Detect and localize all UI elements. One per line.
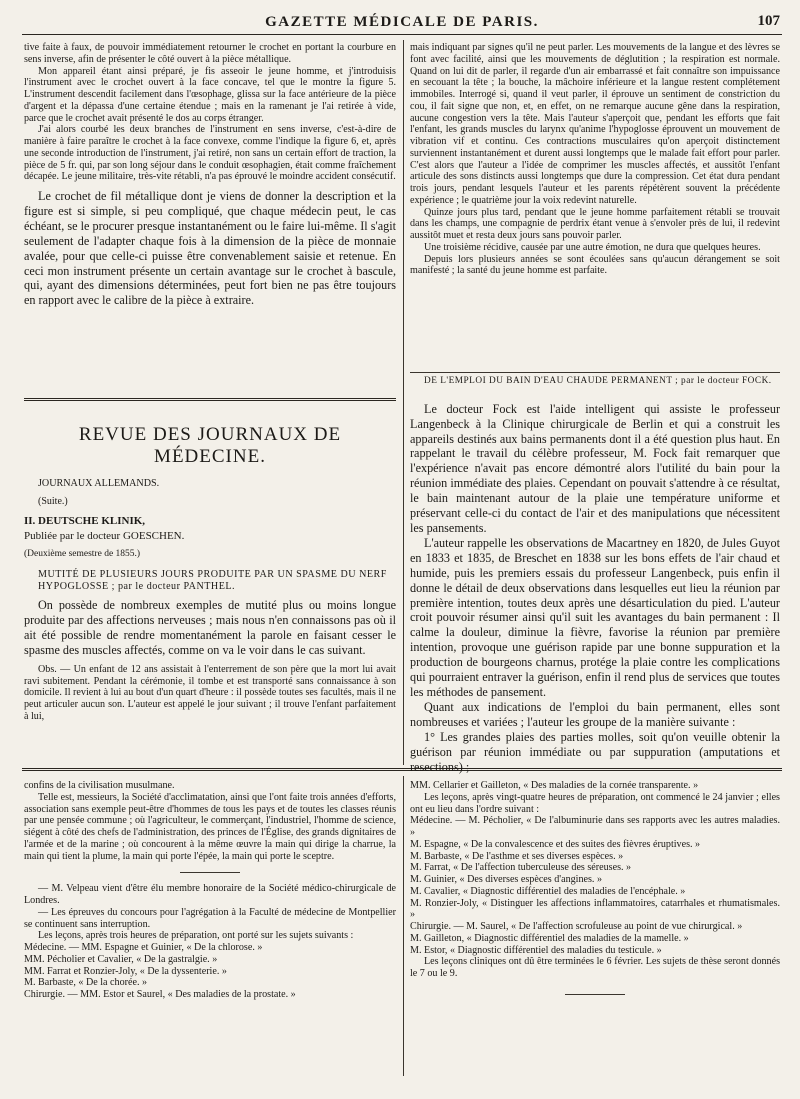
list-item: M. Ronzier-Joly, « Distinguer les affections inflammatoires, catarrhales et rhumatismales. » xyxy=(410,897,780,921)
paragraph: Le docteur Fock est l'aide intelligent qui assiste le professeur Langenbeck à la Clinique chirurgicale de Berlin et qui a construit les appareils destinés aux bains permanents dont il a été question plus haut. En rappelant le travail du célèbre professeur, M. Fock fait remarquer que l'expérience n'avait pas encore démontré alors l'utilité du bain pour la réunion immédiate des plaies. Cependant on pouvait s'attendre à ce résultat, le bain maintenant autour de la plaie une température uniforme et préservant celle-ci du contact de l'air et des manipulations que nécessitent les pansements. xyxy=(410,401,780,535)
list-item: Médecine. — M. Pécholier, « De l'albuminurie dans ses rapports avec les autres maladies. » xyxy=(410,815,780,838)
paragraph: On possède de nombreux exemples de mutité plus ou moins longue produite par des affections nerveuses ; mais nous n'en connaissons pas où il ait été possible de rendre momentanément la parole en faisant cesser le spasme des muscles affectés, comme on va le voir dans le cas suivant. xyxy=(24,598,396,657)
column-divider-bottom xyxy=(403,776,404,1076)
journal-title: GAZETTE MÉDICALE DE PARIS. xyxy=(265,14,539,30)
section-title: REVUE DES JOURNAUX DE MÉDECINE. xyxy=(78,424,342,467)
list-item: MM. Cellarier et Gailleton, « Des maladies de la cornée transparente. » xyxy=(410,780,699,791)
separator-dash xyxy=(180,872,240,873)
section-subtitle: JOURNAUX ALLEMANDS. xyxy=(38,478,160,489)
page-number: 107 xyxy=(757,13,780,29)
paragraph: Quant aux indications de l'emploi du bain permanent, elles sont nombreuses et variées ; l'auteur les groupe de la manière suivante : xyxy=(410,699,780,729)
fock-article xyxy=(410,376,780,774)
list-item: M. Cavalier, « Diagnostic différentiel des maladies de l'encéphale. » xyxy=(410,885,686,897)
list-item: M. Guinier, « Des diverses espèces d'angines. » xyxy=(410,874,603,885)
paragraph: Depuis lors plusieurs années se sont écoulées sans qu'aucun dérangement se soit manifesté ; la santé du jeune homme est parfaite. xyxy=(410,253,780,277)
paragraph: Les leçons, après vingt-quatre heures de préparation, ont commencé le 24 janvier ; elles ont eu lieu dans l'ordre suivant : xyxy=(410,791,780,815)
end-dash xyxy=(565,994,625,995)
news-item: — Les épreuves du concours pour l'agrégation à la Faculté de médecine de Montpellier se continuent sans interruption. xyxy=(24,906,396,930)
paragraph: Une troisième récidive, causée par une autre émotion, ne dura que quelques heures. xyxy=(424,241,761,253)
fock-rule xyxy=(410,372,780,373)
column-divider xyxy=(403,40,404,765)
news-item: Les leçons, après trois heures de préparation, ont porté sur les sujets suivants : xyxy=(38,930,354,942)
paragraph: Quinze jours plus tard, pendant que le jeune homme parfaitement rétabli se trouvait dans les champs, une compagnie de perdrix étant venue à s'envoler près de lui, il redevint aussitôt muet et resta deux jours sans pouvoir parler. xyxy=(410,206,780,241)
news-item: — M. Velpeau vient d'être élu membre honoraire de la Société médico-chirurgicale de Londres. xyxy=(24,883,396,906)
list-item: Médecine. — MM. Espagne et Guinier, « De la chlorose. » xyxy=(24,942,263,953)
article-title: MUTITÉ DE PLUSIEURS JOURS PRODUITE PAR UN SPASME DU NERF xyxy=(38,568,387,580)
list-item: M. Farrat, « De l'affection tuberculeuse des séreuses. » xyxy=(410,862,632,874)
article-title-cont: HYPOGLOSSE ; par le docteur PANTHEL. xyxy=(38,580,236,592)
list-item: M. Estor, « Diagnostic différentiel des maladies du testicule. » xyxy=(410,944,662,956)
list-item: MM. Farrat et Ronzier-Joly, « De la dyssenterie. » xyxy=(24,965,227,977)
list-item: M. Gailleton, « Diagnostic différentiel des maladies de la mamelle. » xyxy=(410,932,689,944)
list-item: Chirurgie. — MM. Estor et Saurel, « Des maladies de la prostate. » xyxy=(24,989,296,1000)
revue-top-rule xyxy=(24,398,396,401)
left-top-column xyxy=(24,42,396,390)
paragraph: 1° Les grandes plaies des parties molles, soit qu'on veuille obtenir la guérison par réunion immédiate ou par suppuration (amputations et resections) ; xyxy=(410,729,780,774)
list-item: M. Barbaste, « De l'asthme et ses diverses espèces. » xyxy=(410,850,624,862)
paragraph: tive faite à faux, de pouvoir immédiatement retourner le crochet en portant la courbure en sens inverse, afin de présenter le côté ouvert à la pièce métallique. xyxy=(24,42,396,65)
semester-line: (Deuxième semestre de 1855.) xyxy=(24,549,141,559)
bottom-left-column xyxy=(24,780,396,1080)
paragraph: Les leçons cliniques ont dû être terminées le 6 février. Les sujets de thèse seront donnés le 7 ou le 9. xyxy=(410,956,780,979)
journal-name: II. DEUTSCHE KLINIK, xyxy=(24,514,146,527)
list-item: M. Barbaste, « De la chorée. » xyxy=(24,977,148,989)
editor-line: Publiée par le docteur GOESCHEN. xyxy=(24,530,185,543)
paragraph: Mon appareil étant ainsi préparé, je fis asseoir le jeune homme, et j'introduisis l'instrument avec le crochet ouvert à la face concave, tel que le montre la figure 5. L'instrument descendit facilement dans l'œsophage, glissa sur la face antérieure de la pièce d'argent et la dépassa d'une certaine étendue ; mais en la ramenant je l'ai retirée à vide, parce que le crochet avait présenté le dos au corps étranger. xyxy=(24,65,396,124)
list-item: MM. Pécholier et Cavalier, « De la gastralgie. » xyxy=(24,953,218,965)
article-title: DE L'EMPLOI DU BAIN D'EAU CHAUDE PERMANENT ; par le docteur FOCK. xyxy=(424,376,772,386)
list-item: Chirurgie. — M. Saurel, « De l'affection scrofuleuse au point de vue chirurgical. » xyxy=(410,921,743,932)
list-item: M. Espagne, « De la convalescence et des suites des fièvres éruptives. » xyxy=(410,838,701,850)
paragraph: mais indiquant par signes qu'il ne peut parler. Les mouvements de la langue et des lèvres se font avec facilité, ainsi que les mouvements de déglutition ; la respiration est normale. Quand on lui dit de parler, il regarde d'un air embarrassé et fait connaître son impuissance en secouant la tête ; la bouche, la mâchoire inférieure et la langue restent complétement immobiles. Interrogé si, quand il veut parler, il éprouve un sentiment de constriction du cou, il fait signe que non, et, en effet, on ne remarque aucune gêne dans la respiration, aucune congestion vers la tête. Mais l'auteur s'aperçoit que, pendant les efforts que fait l'enfant, les grands muscles du larynx qu'anime l'hypoglosse éprouvent un mouvement de vibration vif et continu. Ces contractions musculaires qu'on aperçoit distinctement surviennent instantanément et durent aussi longtemps que le malade fait effort pour parler. C'est alors que l'auteur a l'idée de comprimer les muscles affectés, et aussitôt l'enfant articule des sons distincts aussi longtemps que dure la compression. Cet état dura pendant trois jours, pendant lesquels l'auteur et les parents répétèrent souvent la précédente expérience ; le quatrième jour la voix redevint naturelle. xyxy=(410,42,780,206)
observation-paragraph: Obs. — Un enfant de 12 ans assistait à l'enterrement de son père que la mort lui avait ravi subitement. Pendant la cérémonie, il tombe et est transporté sans connaissance à son domicile. Il revient à lui au bout d'un quart d'heure : il possède toutes ses facultés, mais il ne peut articuler aucun son. L'auteur est appelé le jour suivant ; il trouve l'enfant parfaitement à lui, xyxy=(24,663,396,722)
paragraph: L'auteur rappelle les observations de Macartney en 1820, de Jules Guyot en 1833 et 1835, de Breschet en 1838 sur les bons effets de l'air chaud et humide, puis les premiers essais du professeur Langenbeck, puis enfin il donne le détail de deux observations dans lesquelles eut lieu la réunion par première intention, toutes deux après une désarticulation du pied. L'auteur croit pouvoir résumer ainsi qu'il suit les avantages du bain permanent : Il calme la douleur, diminue la fièvre, favorise la réunion par première intention, provoque une guérison rapide par une bonne suppuration et la production de bourgeons charnus, protége la plaie contre les complications qui pourraient entraver la guérison, enfin il rend plus de services que toutes les méthodes de pansement. xyxy=(410,535,780,699)
suite-label: (Suite.) xyxy=(38,495,68,507)
page-header xyxy=(22,12,782,35)
paragraph: Telle est, messieurs, la Société d'acclimatation, ainsi que l'ont faite trois années d'efforts, association sans exemple peut-être d'hommes de tous les pays et de toutes les classes réunis par une pensée commune ; où l'agriculteur, le commerçant, l'industriel, l'homme de science, siégent à côté des chefs de l'administration, des princes de l'Église, des grands dignitaires de l'armée et de la marine ; où concourent à la même œuvre la main qui dirige la charrue, la main qui tient la plume, la main qui porte l'épée, la main qui porte le sceptre. xyxy=(24,791,396,862)
revue-section xyxy=(24,424,396,766)
bottom-right-column xyxy=(410,780,780,1050)
paragraph: Le crochet de fil métallique dont je viens de donner la description et la figure est si simple, si peu compliqué, que chaque médecin peut, le cas échéant, se le procurer presque instantanément ou le faire lui-même. Il s'agit seulement de l'adapter chaque fois à la dimension de la pièce de monnaie avalée, pour que celle-ci puisse être convenablement saisie et retenue. En ceci mon instrument présente un certain avantage sur le crochet à bascule, qui, ayant des dimensions déterminées, peut fort bien ne pas être toujours en rapport avec le calibre de la pièce à extraire. xyxy=(24,189,396,308)
paragraph: confins de la civilisation musulmane. xyxy=(24,780,175,791)
right-top-column xyxy=(410,42,780,370)
paragraph: J'ai alors courbé les deux branches de l'instrument en sens inverse, c'est-à-dire de manière à faire paraître le crochet à la face convexe, comme l'indique la figure 6, et, après une seconde introduction de l'instrument, j'ai retiré, non sans un certain effort de traction, la pièce de 5 fr. qui, par son long séjour dans le conduit œsophagien, était comme fraîchement décapée. Le jeune militaire, très-vite rétabli, n'a pas éprouvé le moindre accident consécutif. xyxy=(24,124,396,183)
